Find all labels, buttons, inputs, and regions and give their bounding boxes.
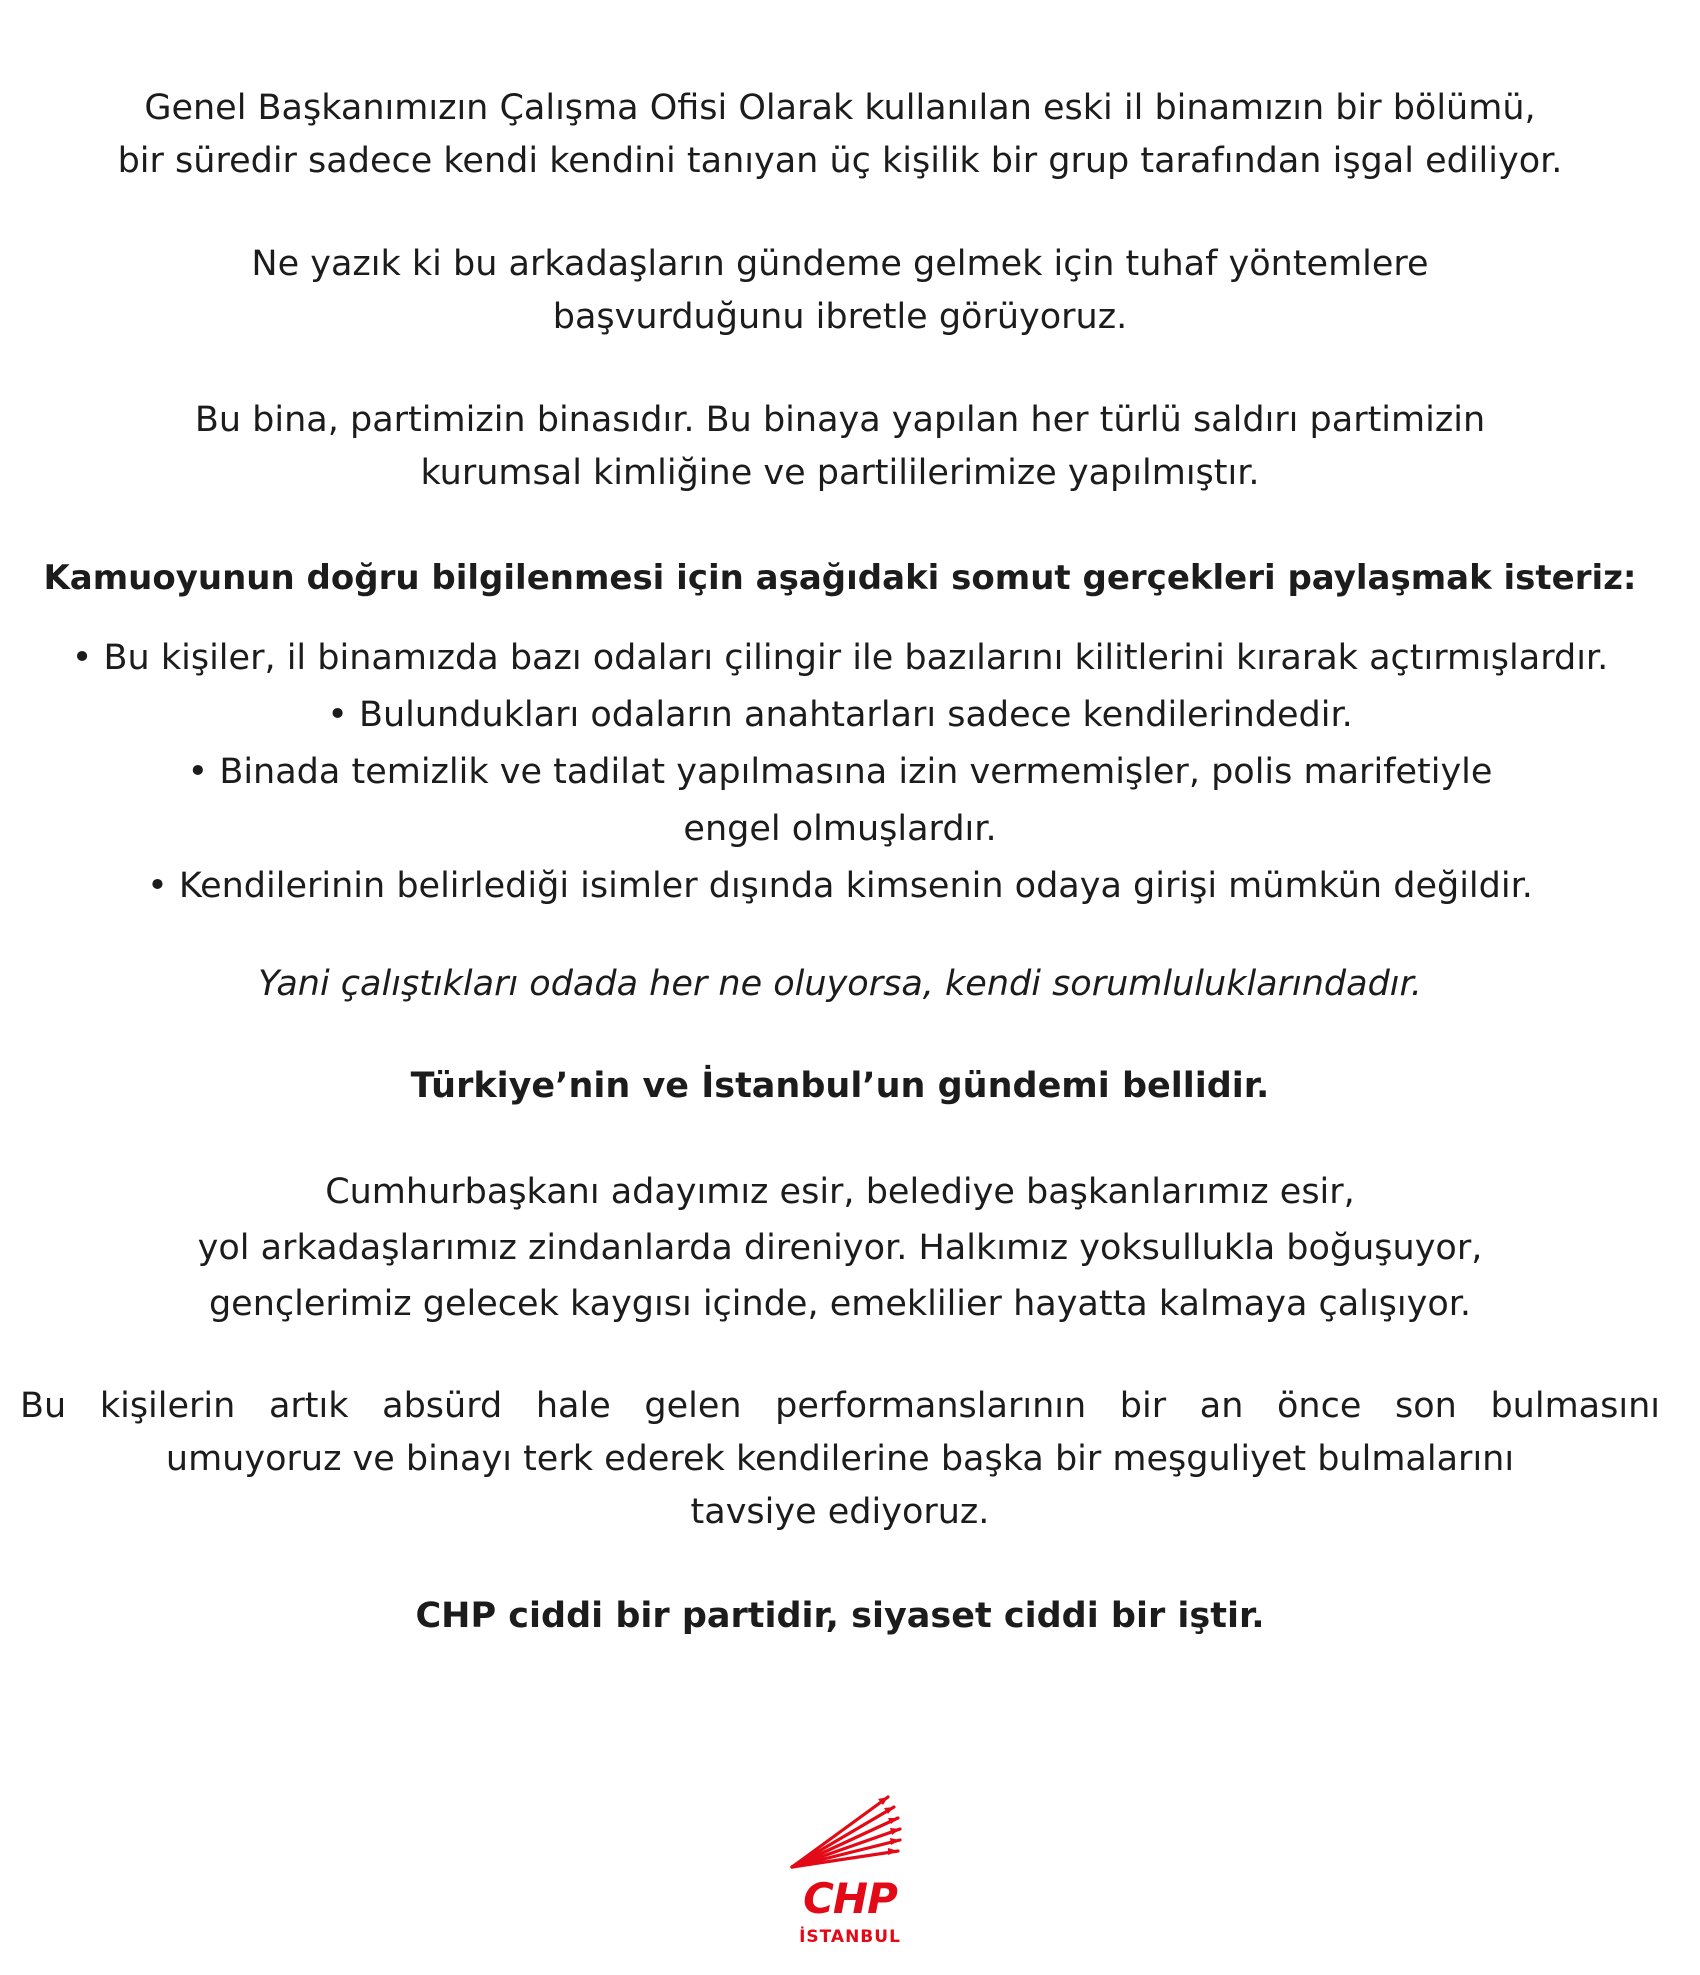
- facts-list: [10, 630, 1670, 915]
- list-item: • Kendilerinin belirlediği isimler dışında kimsenin odaya girişi mümkün değildir.: [147, 866, 1533, 906]
- statement-text: Yani çalıştıkları odada her ne oluyorsa, kendi sorumluluklarındadır.: [258, 964, 1422, 1004]
- logo-brand-text: CHP: [803, 1874, 897, 1923]
- paragraph-line: Genel Başkanımızın Çalışma Ofisi Olarak kullanılan eski il binamızın bir bölümü,: [144, 88, 1536, 128]
- italic-statement: [10, 958, 1670, 1011]
- chp-istanbul-logo: [770, 1785, 930, 1945]
- paragraph-agenda: [10, 1164, 1670, 1332]
- closing-statement: [10, 1590, 1670, 1643]
- heading-text: Türkiye’nin ve İstanbul’un gündemi bellidir.: [410, 1066, 1270, 1106]
- paragraph-line: Cumhurbaşkanı adayımız esir, belediye başkanlarımız esir,: [325, 1172, 1355, 1212]
- paragraph-line: Bu kişilerin artık absürd hale gelen performanslarının bir an önce son bulmasını: [20, 1386, 1660, 1426]
- paragraph-line: tavsiye ediyoruz.: [690, 1492, 990, 1532]
- paragraph-line: bir süredir sadece kendi kendini tanıyan üç kişilik bir grup tarafından işgal ediliyor.: [117, 141, 1563, 181]
- logo-city-text: İSTANBUL: [799, 1927, 901, 1947]
- paragraph-building: [10, 394, 1670, 500]
- paragraph-line: umuyoruz ve binayı terk ederek kendilerine başka bir meşguliyet bulmalarını: [165, 1439, 1515, 1479]
- paragraph-line: Bu bina, partimizin binasıdır. Bu binaya yapılan her türlü saldırı partimizin: [194, 400, 1486, 440]
- paragraph-line: yol arkadaşlarımız zindanlarda direniyor. Halkımız yoksullukla boğuşuyor,: [197, 1228, 1483, 1268]
- agenda-heading: [10, 1060, 1670, 1113]
- heading-text: Kamuoyunun doğru bilgilenmesi için aşağıdaki somut gerçekleri paylaşmak isteriz:: [43, 558, 1637, 598]
- facts-heading: [10, 552, 1670, 605]
- list-item-continuation: engel olmuşlardır.: [683, 809, 997, 849]
- list-item: • Binada temizlik ve tadilat yapılmasına izin vermemişler, polis marifetiyle: [187, 752, 1493, 792]
- closing-text: CHP ciddi bir partidir, siyaset ciddi bir iştir.: [415, 1596, 1265, 1636]
- paragraph-occupation: [10, 82, 1670, 188]
- paragraph-line: kurumsal kimliğine ve partililerimize yapılmıştır.: [420, 453, 1260, 493]
- list-item: • Bulundukları odaların anahtarları sadece kendilerindedir.: [327, 695, 1353, 735]
- list-item: • Bu kişiler, il binamızda bazı odaları çilingir ile bazılarını kilitlerini kırarak açtırmışlardır.: [71, 638, 1609, 678]
- paragraph-line: başvurduğunu ibretle görüyoruz.: [552, 297, 1128, 337]
- paragraph-methods: [10, 238, 1670, 344]
- paragraph-line: Ne yazık ki bu arkadaşların gündeme gelmek için tuhaf yöntemlere: [251, 244, 1429, 284]
- paragraph-line: gençlerimiz gelecek kaygısı içinde, emeklilier hayatta kalmaya çalışıyor.: [208, 1284, 1472, 1324]
- arrows-emblem-icon: [770, 1785, 930, 1875]
- paragraph-request: [10, 1380, 1670, 1539]
